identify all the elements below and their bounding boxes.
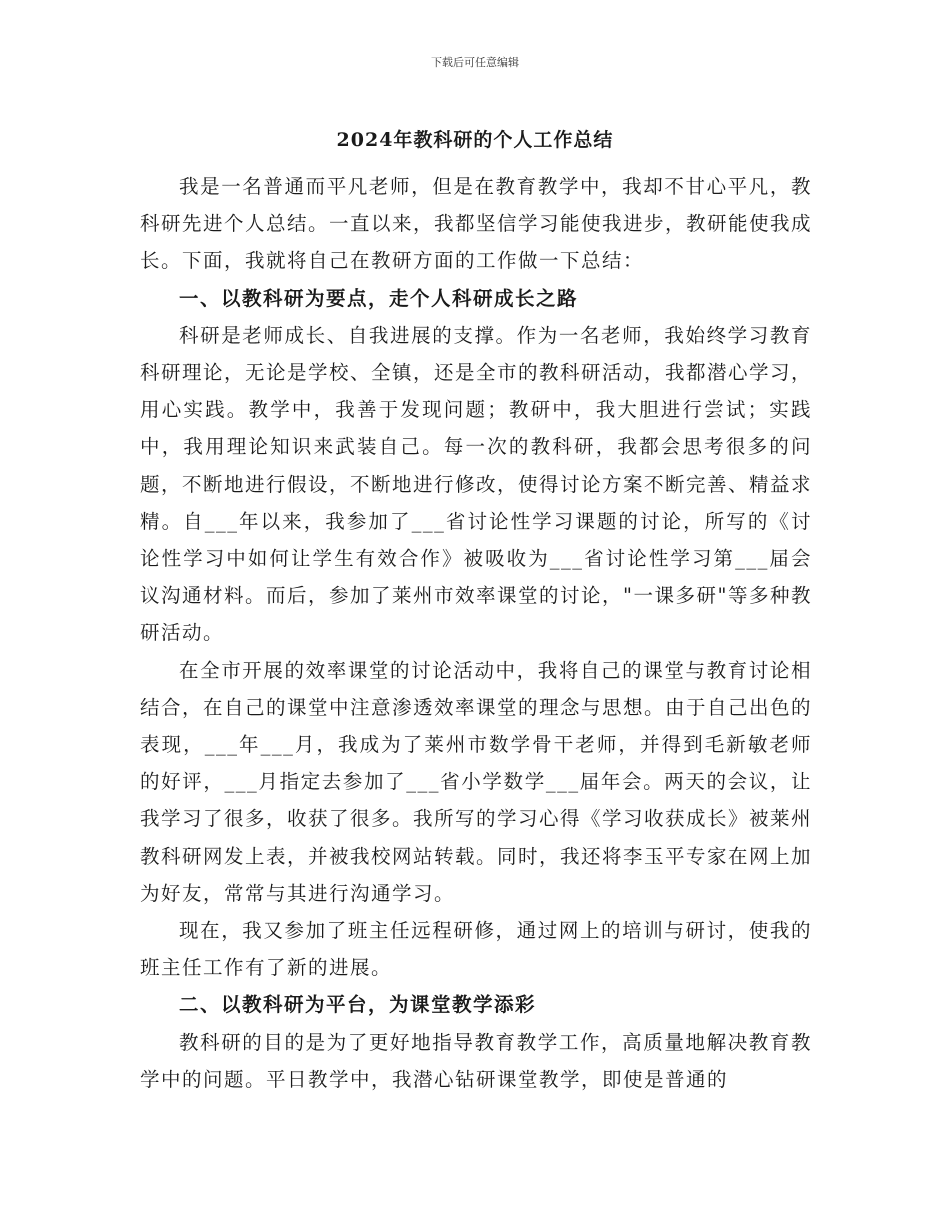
section-heading-2: 二、以教科研为平台，为课堂教学添彩 [179,993,537,1017]
section-heading-1: 一、以教科研为要点，走个人科研成长之路 [179,286,579,310]
download-note: 下载后可任意编辑 [431,56,519,69]
section1-paragraph-2: 在全市开展的效率课堂的讨论活动中，我将自己的课堂与教育讨论相结合，在自己的课堂中注意渗透效率课堂的理念与思想。由于自己出色的表现，___年___月，我成为了莱州市数学骨干老师，并得到毛新敏老师的好评，___月指定去参加了___省小学数学___届年会。两天的会议，让我学习了很多，收获了很多。我所写的学习心得《学习收获成长》被莱州教科研网发上表，并被我校网站转载。同时，我还将李玉平专家在网上加为好友，常常与其进行沟通学习。 [140,658,813,905]
section1-paragraph-1: 科研是老师成长、自我进展的支撑。作为一名老师，我始终学习教育科研理论，无论是学校、全镇，还是全市的教科研活动，我都潜心学习，用心实践。教学中，我善于发现问题；教研中，我大胆进行尝试；实践中，我用理论知识来武装自己。每一次的教科研，我都会思考很多的问题，不断地进行假设，不断地进行修改，使得讨论方案不断完善、精益求精。自___年以来，我参加了___省讨论性学习课题的讨论，所写的《讨论性学习中如何让学生有效合作》被吸收为___省讨论性学习第___届会议沟通材料。而后，参加了莱州市效率课堂的讨论，"一课多研"等多种教研活动。 [140,323,813,645]
document-body [140,168,812,1098]
section2-paragraph-1: 教科研的目的是为了更好地指导教育教学工作，高质量地解决教育教学中的问题。平日教学中，我潜心钻研课堂教学，即使是普通的 [140,1030,812,1091]
section1-paragraph-3: 现在，我又参加了班主任远程研修，通过网上的培训与研讨，使我的班主任工作有了新的进展。 [140,919,812,980]
document-title: 2024年教科研的个人工作总结 [336,129,614,151]
intro-paragraph: 我是一名普通而平凡老师，但是在教育教学中，我却不甘心平凡，教科研先进个人总结。一直以来，我都坚信学习能使我进步，教研能使我成长。下面，我就将自己在教研方面的工作做一下总结： [140,175,813,273]
